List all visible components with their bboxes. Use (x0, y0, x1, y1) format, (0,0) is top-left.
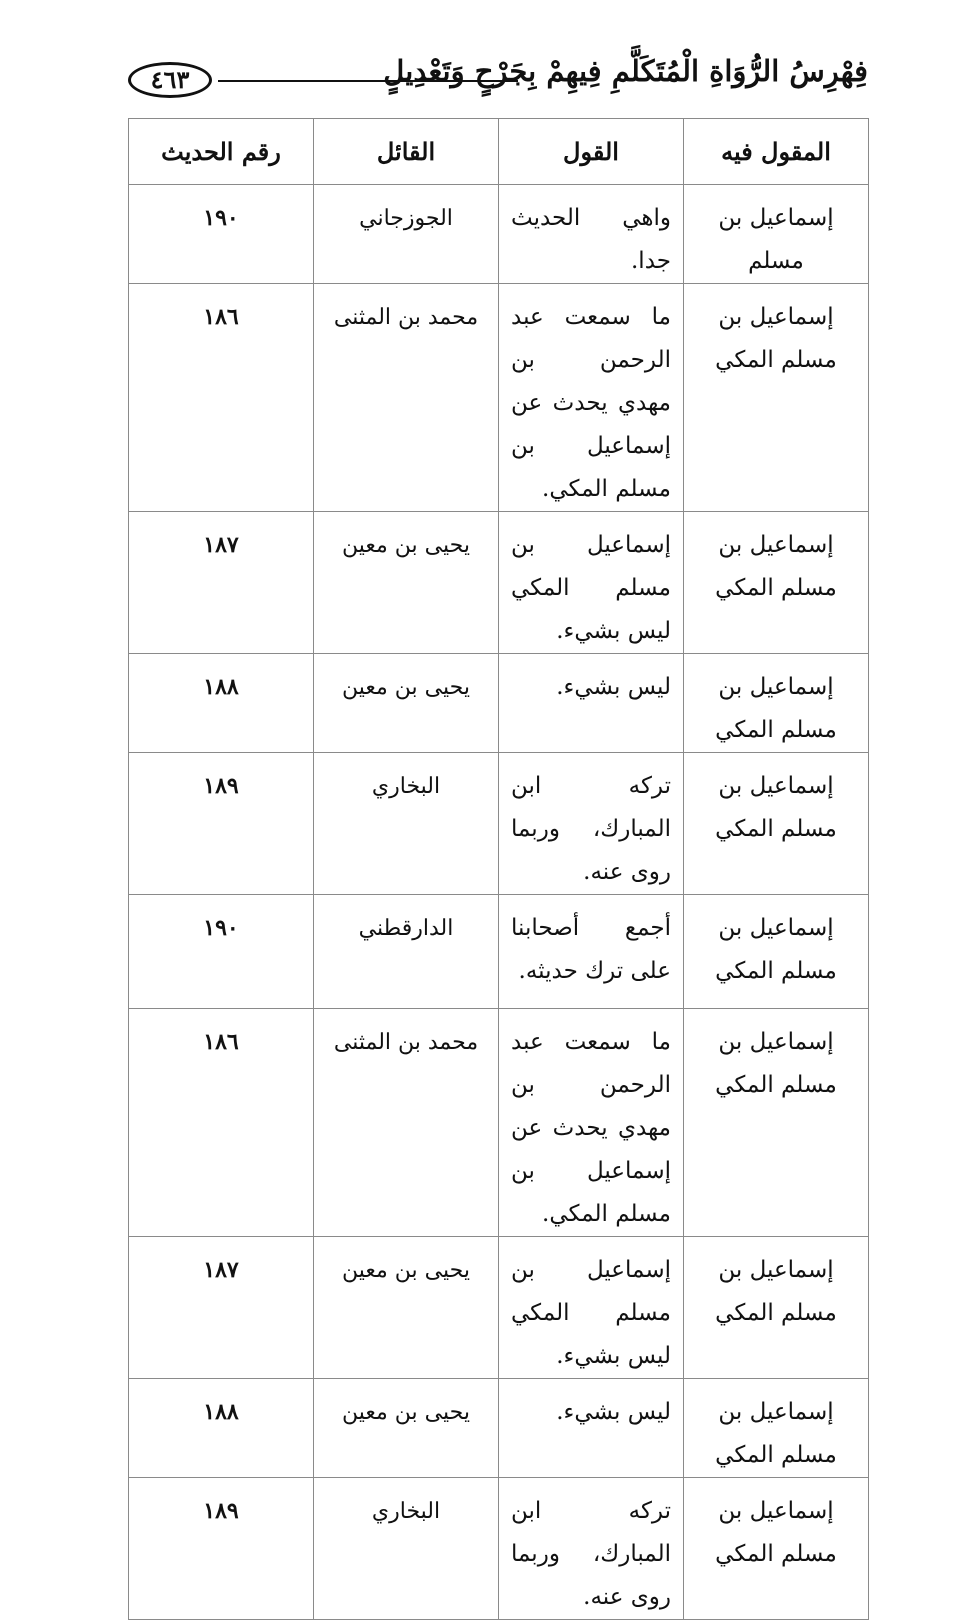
cell-subject: إسماعيل بن مسلم المكي (684, 1478, 869, 1620)
column-header-hadith-number: رقم الحديث (129, 119, 314, 185)
table-header-row (129, 119, 869, 185)
page-header (128, 50, 868, 106)
cell-hadith-number: ١٨٨ (129, 654, 314, 753)
cell-hadith-number: ١٨٧ (129, 1237, 314, 1379)
cell-sayer: يحيى بن معين (314, 1237, 499, 1379)
cell-hadith-number: ١٨٩ (129, 1478, 314, 1620)
column-header-subject: المقول فيه (684, 119, 869, 185)
cell-quote: أجمع أصحابنا على ترك حديثه. (499, 895, 684, 1009)
narrators-table-container (128, 118, 869, 1620)
table-row (129, 185, 869, 284)
cell-sayer: يحيى بن معين (314, 654, 499, 753)
cell-quote: تركه ابن المبارك، وربما روى عنه. (499, 1478, 684, 1620)
cell-sayer: الجوزجاني (314, 185, 499, 284)
cell-sayer: الدارقطني (314, 895, 499, 1009)
cell-sayer: البخاري (314, 1478, 499, 1620)
cell-quote: ما سمعت عبد الرحمن بن مهدي يحدث عن إسماعيل بن مسلم المكي. (499, 1009, 684, 1237)
cell-quote: ليس بشيء. (499, 654, 684, 753)
cell-hadith-number: ١٩٠ (129, 185, 314, 284)
cell-quote: ليس بشيء. (499, 1379, 684, 1478)
table-row (129, 1237, 869, 1379)
table-row (129, 1478, 869, 1620)
header-rule (218, 80, 518, 82)
narrators-table (128, 118, 869, 1620)
cell-subject: إسماعيل بن مسلم المكي (684, 512, 869, 654)
cell-sayer: محمد بن المثنى (314, 284, 499, 512)
cell-sayer: يحيى بن معين (314, 512, 499, 654)
table-row (129, 284, 869, 512)
cell-subject: إسماعيل بن مسلم المكي (684, 1237, 869, 1379)
table-row (129, 1379, 869, 1478)
cell-quote: ما سمعت عبد الرحمن بن مهدي يحدث عن إسماعيل بن مسلم المكي. (499, 284, 684, 512)
cell-subject: إسماعيل بن مسلم المكي (684, 895, 869, 1009)
column-header-quote: القول (499, 119, 684, 185)
cell-hadith-number: ١٨٩ (129, 753, 314, 895)
cell-subject: إسماعيل بن مسلم المكي (684, 1379, 869, 1478)
cell-subject: إسماعيل بن مسلم المكي (684, 654, 869, 753)
table-row (129, 654, 869, 753)
cell-subject: إسماعيل بن مسلم المكي (684, 284, 869, 512)
cell-sayer: يحيى بن معين (314, 1379, 499, 1478)
cell-hadith-number: ١٩٠ (129, 895, 314, 1009)
page-title: فِهْرِسُ الرُّوَاةِ الْمُتَكَلَّمِ فِيهِمْ بِجَرْحٍ وَتَعْدِيلٍ (383, 54, 868, 88)
cell-hadith-number: ١٨٦ (129, 1009, 314, 1237)
table-row (129, 512, 869, 654)
cell-hadith-number: ١٨٨ (129, 1379, 314, 1478)
cell-hadith-number: ١٨٧ (129, 512, 314, 654)
table-row (129, 895, 869, 1009)
table-row (129, 1009, 869, 1237)
column-header-sayer: القائل (314, 119, 499, 185)
cell-hadith-number: ١٨٦ (129, 284, 314, 512)
cell-sayer: محمد بن المثنى (314, 1009, 499, 1237)
cell-quote: واهي الحديث جدا. (499, 185, 684, 284)
table-row (129, 753, 869, 895)
cell-quote: تركه ابن المبارك، وربما روى عنه. (499, 753, 684, 895)
cell-subject: إسماعيل بن مسلم المكي (684, 1009, 869, 1237)
cell-quote: إسماعيل بن مسلم المكي ليس بشيء. (499, 1237, 684, 1379)
cell-subject: إسماعيل بن مسلم (684, 185, 869, 284)
cell-subject: إسماعيل بن مسلم المكي (684, 753, 869, 895)
cell-quote: إسماعيل بن مسلم المكي ليس بشيء. (499, 512, 684, 654)
table-body (129, 185, 869, 1620)
cell-sayer: البخاري (314, 753, 499, 895)
page-number-badge: ٤٦٣ (128, 62, 212, 98)
